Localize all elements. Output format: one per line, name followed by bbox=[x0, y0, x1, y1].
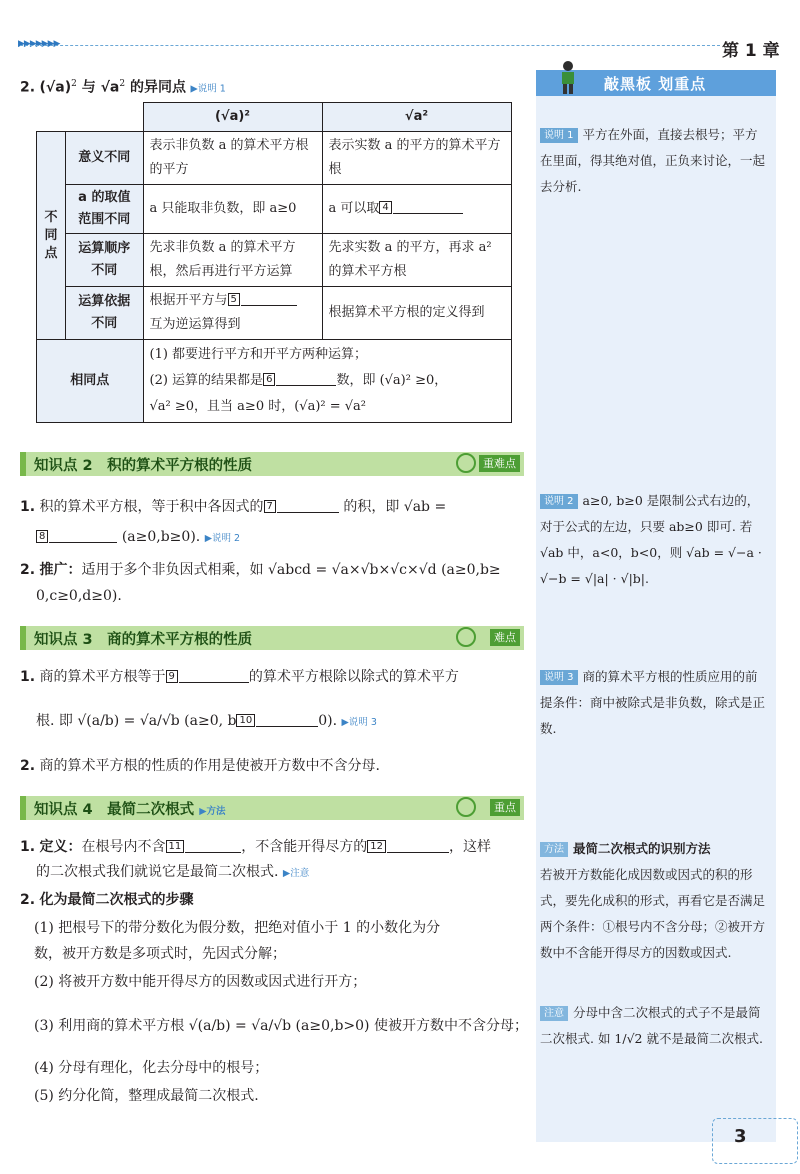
section-badge: 重点 bbox=[490, 799, 520, 816]
k4-text: ，这样 bbox=[448, 839, 491, 855]
k2-text: 的积，即 √ab = bbox=[343, 499, 447, 515]
note-4 bbox=[540, 836, 766, 966]
heading-sup: 2 bbox=[71, 79, 77, 89]
heading-sup2: 2 bbox=[119, 79, 126, 89]
cell: 根据算术平方根的定义得到 bbox=[322, 287, 511, 340]
section-badge: 难点 bbox=[490, 629, 520, 646]
section-badge: 重难点 bbox=[479, 455, 520, 472]
k3-text: 的算术平方根除以除式的算术平方 bbox=[248, 669, 459, 685]
heading-num: 2. bbox=[20, 79, 36, 96]
fill-blank[interactable] bbox=[393, 197, 463, 214]
note-tag: 说明 2 bbox=[540, 494, 578, 509]
note-text: 平方在外面，直接去根号；平方在里面，得其绝对值，正负来讨论，一起去分析. bbox=[540, 127, 766, 194]
ref-link[interactable]: ▶说明 1 bbox=[190, 83, 226, 95]
k2-line-1 bbox=[20, 496, 446, 517]
cell-text: 互为逆运算得到 bbox=[149, 317, 241, 332]
fill-blank[interactable] bbox=[276, 369, 336, 386]
k2-label: 推广： bbox=[39, 562, 82, 578]
blank-number: 7 bbox=[264, 500, 276, 513]
page-number-frame bbox=[712, 1118, 798, 1164]
note-text: 若被开方数能化成因数或因式的积的形式，要先化成积的形式，再看它是否满足两个条件：①根号内不含分母；②被开方数中不含能开得尽方的因数或因式. bbox=[540, 867, 766, 960]
k3-text: 0). bbox=[318, 713, 338, 729]
ref-link[interactable]: ▶注意 bbox=[282, 868, 310, 879]
side-header-title: 敲黑板 划重点 bbox=[604, 75, 707, 93]
k2-text: (a≥0,b≥0). bbox=[121, 529, 201, 545]
k4-steps-heading: 化为最简二次根式的步骤 bbox=[39, 892, 194, 908]
row-header: a 的取值范围不同 bbox=[66, 185, 143, 234]
k3-text: 商的算术平方根等于 bbox=[39, 669, 166, 685]
ref-link[interactable]: ▶说明 3 bbox=[341, 717, 377, 728]
section-title: 知识点 3 商的算术平方根的性质 bbox=[34, 632, 253, 648]
note-5 bbox=[540, 1000, 766, 1052]
cell-text: 根据开平方与 bbox=[149, 293, 228, 308]
same-line-3: √a² ≥0，且当 a≥0 时，(√a)² = √a² bbox=[149, 399, 367, 414]
item-num: 1. bbox=[20, 499, 36, 515]
k2-line-3 bbox=[20, 560, 501, 580]
k4-line-1 bbox=[20, 836, 491, 857]
blank-number: 6 bbox=[263, 373, 275, 386]
item-num: 1. bbox=[20, 839, 36, 855]
k4-step-4: (4) 分母有理化，化去分母中的根号； bbox=[34, 1060, 269, 1076]
col-header-1: (√a)² bbox=[143, 103, 322, 132]
side-column bbox=[536, 92, 776, 1142]
k3-line-3 bbox=[20, 756, 380, 776]
cell: 表示非负数 a 的算术平方根的平方 bbox=[143, 132, 322, 185]
row-header: 运算顺序不同 bbox=[66, 234, 143, 287]
note-tag: 方法 bbox=[540, 842, 568, 857]
cell: 先求非负数 a 的算术平方根，然后再进行平方运算 bbox=[143, 234, 322, 287]
item-num: 2. bbox=[20, 562, 36, 578]
k2-line-2 bbox=[36, 526, 240, 549]
note-1 bbox=[540, 122, 766, 200]
diff-label: 不同点 bbox=[37, 132, 66, 340]
cell: 表示实数 a 的平方的算术平方根 bbox=[322, 132, 511, 185]
chapter-label: 第 1 章 bbox=[722, 41, 780, 61]
k4-step-1b: 数，被开方数是多项式时，先因式分解； bbox=[34, 946, 286, 962]
row-header: 意义不同 bbox=[66, 132, 143, 185]
heading-expr-c: 的异同点 bbox=[125, 79, 186, 96]
k4-text: ，不含能开得尽方的 bbox=[241, 839, 368, 855]
blank-number: 9 bbox=[166, 670, 178, 683]
target-icon bbox=[456, 797, 476, 817]
col-header-2: √a² bbox=[322, 103, 511, 132]
note-title: 最简二次根式的识别方法 bbox=[573, 841, 711, 856]
k3-text: 商的算术平方根的性质的作用是使被开方数中不含分母. bbox=[39, 758, 380, 774]
item-num: 1. bbox=[20, 669, 36, 685]
k4-step-2: (2) 将被开方数中能开得尽方的因数或因式进行开方； bbox=[34, 974, 367, 990]
decor-arrows: ▶▶▶▶▶▶▶ bbox=[18, 39, 60, 49]
heading-diff bbox=[20, 74, 226, 100]
item-num: 2. bbox=[20, 758, 36, 774]
note-text: 商的算术平方根的性质应用的前提条件：商中被除式是非负数，除式是正数. bbox=[540, 669, 766, 736]
k4-step-5: (5) 约分化简，整理成最简二次根式. bbox=[34, 1088, 259, 1104]
k4-label: 定义： bbox=[39, 839, 82, 855]
same-text: (2) 运算的结果都是 bbox=[149, 373, 264, 388]
cell: a 只能取非负数，即 a≥0 bbox=[143, 185, 322, 234]
fill-blank[interactable] bbox=[179, 666, 249, 683]
k4-text: 的二次根式我们就说它是最简二次根式. bbox=[36, 864, 279, 880]
k2-text: 积的算术平方根，等于积中各因式的 bbox=[39, 499, 264, 515]
same-text: 数，即 (√a)² ≥0， bbox=[336, 373, 448, 388]
heading-expr-b: 与 √a bbox=[76, 79, 120, 96]
table-corner bbox=[37, 103, 144, 132]
same-label: 相同点 bbox=[37, 340, 144, 423]
fill-blank[interactable] bbox=[49, 526, 117, 543]
magnifier-icon bbox=[456, 453, 476, 473]
row-header: 运算依据不同 bbox=[66, 287, 143, 340]
same-line-1: (1) 都要进行平方和开平方两种运算； bbox=[149, 347, 368, 362]
section-bar-4 bbox=[20, 796, 524, 820]
ref-link[interactable]: ▶方法 bbox=[199, 806, 226, 817]
section-bar-2 bbox=[20, 452, 524, 476]
k3-line-2 bbox=[36, 710, 377, 733]
k3-text: 根. 即 √(a/b) = √a/√b (a≥0, b bbox=[36, 713, 237, 729]
section-title-text: 知识点 4 最简二次根式 bbox=[34, 802, 195, 818]
note-2 bbox=[540, 488, 766, 592]
note-tag: 说明 3 bbox=[540, 670, 578, 685]
cell: 先求实数 a 的平方，再求 a² 的算术平方根 bbox=[322, 234, 511, 287]
note-tag: 注意 bbox=[540, 1006, 568, 1021]
section-title: 知识点 2 积的算术平方根的性质 bbox=[34, 458, 253, 474]
blank-number: 12 bbox=[367, 840, 386, 853]
top-rule bbox=[20, 45, 720, 46]
cell bbox=[322, 185, 511, 234]
k3-line-1 bbox=[20, 666, 459, 687]
item-num: 2. bbox=[20, 892, 36, 908]
page-number: 3 bbox=[734, 1126, 747, 1147]
magnifier-icon bbox=[456, 627, 476, 647]
same-line-2 bbox=[150, 368, 505, 394]
cell bbox=[143, 287, 322, 340]
fill-blank[interactable] bbox=[277, 496, 339, 513]
k4-step-3: (3) 利用商的算术平方根 √(a/b) = √a/√b (a≥0,b>0) 使被开方数中不含分母； bbox=[34, 1018, 528, 1034]
fill-blank[interactable] bbox=[256, 710, 318, 727]
note-text: a≥0, b≥0 是限制公式右边的，对于公式的左边，只要 ab≥0 即可. 若 √ab 中，a<0，b<0，则 √ab = √−a · √−b = √|a| · √|b|. bbox=[540, 493, 762, 586]
same-cell bbox=[143, 340, 511, 423]
blank-number: 8 bbox=[36, 530, 48, 543]
blank-number: 4 bbox=[379, 201, 391, 214]
note-text: 分母中含二次根式的式子不是最简二次根式. 如 1/√2 就不是最简二次根式. bbox=[540, 1005, 763, 1046]
k2-text: 适用于多个非负因式相乘，如 √abcd = √a×√b×√c×√d (a≥0,b≥ bbox=[81, 562, 501, 578]
ref-link[interactable]: ▶说明 2 bbox=[204, 533, 241, 544]
fill-blank[interactable] bbox=[185, 836, 241, 853]
k4-step-1a: (1) 把根号下的带分数化为假分数，把绝对值小于 1 的小数化为分 bbox=[34, 920, 441, 936]
blank-number: 11 bbox=[166, 840, 185, 853]
k4-text: 在根号内不含 bbox=[81, 839, 166, 855]
blank-number: 5 bbox=[228, 293, 240, 306]
comparison-table bbox=[36, 102, 512, 423]
fill-blank[interactable] bbox=[241, 289, 297, 306]
heading-expr-a: (√a) bbox=[39, 79, 72, 96]
fill-blank[interactable] bbox=[387, 836, 449, 853]
side-header bbox=[536, 70, 776, 96]
person-icon bbox=[556, 60, 580, 94]
section-bar-3 bbox=[20, 626, 524, 650]
section-title bbox=[34, 798, 226, 819]
k4-steps-title bbox=[20, 890, 194, 910]
note-tag: 说明 1 bbox=[540, 128, 578, 143]
blank-number: 10 bbox=[236, 714, 255, 727]
note-3 bbox=[540, 664, 766, 742]
k2-line-4: 0,c≥0,d≥0). bbox=[36, 588, 122, 604]
cell-text: a 可以取 bbox=[328, 201, 380, 216]
k4-line-2 bbox=[36, 862, 309, 884]
